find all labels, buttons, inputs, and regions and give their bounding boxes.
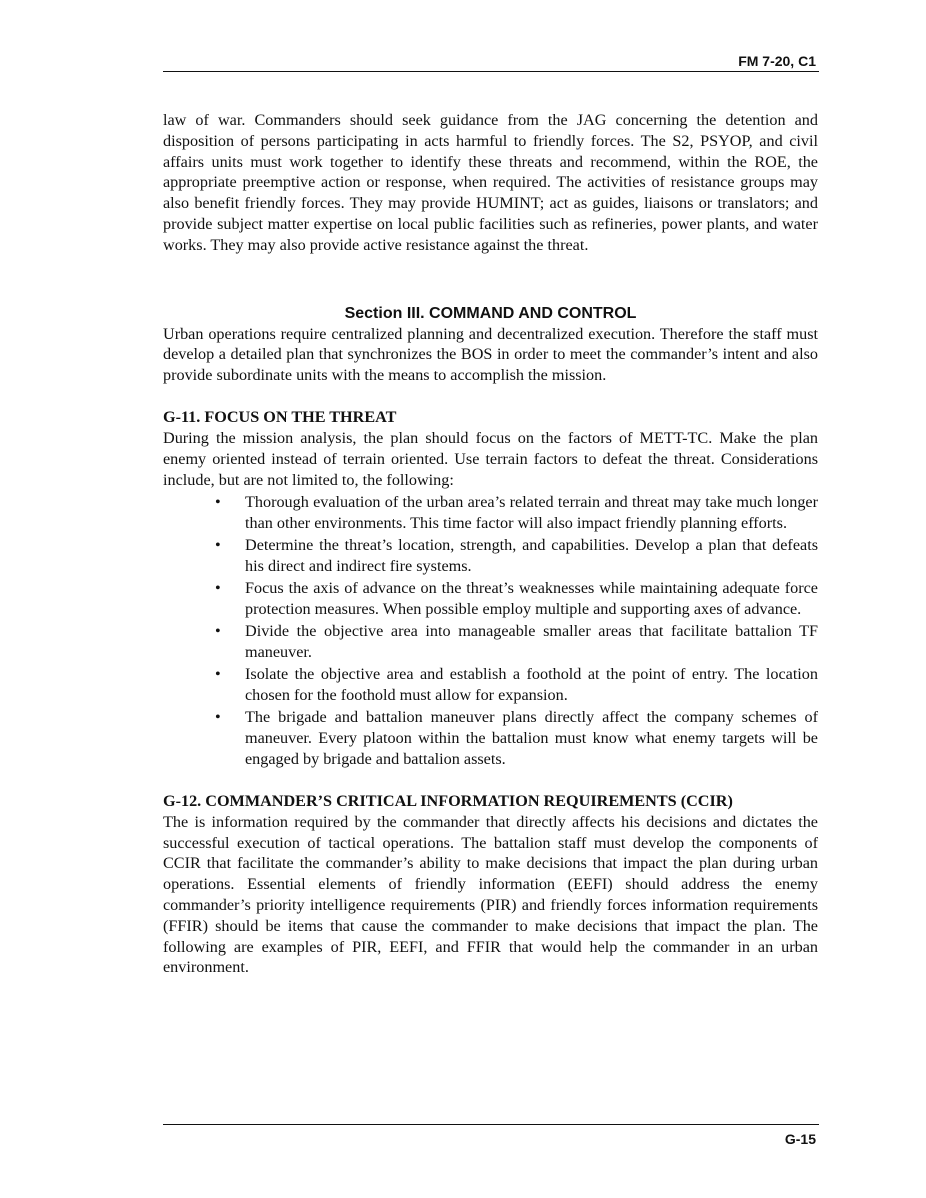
list-item (215, 492, 818, 534)
bullet-icon: • (215, 622, 221, 641)
list-item (215, 707, 818, 769)
list-item (215, 535, 818, 577)
page-number: G-15 (784, 1131, 816, 1147)
section-intro: Urban operations require centralized planning and decentralized execution. Therefore the staff must develop a detailed plan that synchronizes the BOS in order to meet the commander’s intent and also provide subordinate units with the means to accomplish the mission. (163, 324, 818, 385)
list-item (215, 578, 818, 620)
g11-bullet-list (163, 492, 818, 770)
list-item (215, 621, 818, 663)
bullet-icon: • (215, 535, 221, 554)
section-title: Section III. COMMAND AND CONTROL (344, 304, 637, 322)
g12-heading: G-12. COMMANDER’S CRITICAL INFORMATION REQUIREMENTS (CCIR) (163, 791, 733, 810)
g11-body: During the mission analysis, the plan should focus on the factors of METT-TC. Make the plan enemy oriented instead of terrain oriented. Use terrain factors to defeat the threat. Considerations include, but are not limited to, the following: (163, 428, 818, 489)
list-item-text: The brigade and battalion maneuver plans directly affect the company schemes of maneuver. Every platoon within the battalion must know what enemy targets will be engaged by brigade and battalion assets. (245, 708, 818, 768)
bullet-icon: • (215, 579, 221, 598)
list-item-text: Determine the threat’s location, strength, and capabilities. Develop a plan that defeats his direct and indirect fire systems. (245, 535, 818, 575)
intro-paragraph: law of war. Commanders should seek guidance from the JAG concerning the detention and disposition of persons participating in acts harmful to friendly forces. The S2, PSYOP, and civil affairs units must work together to identify these threats and recommend, within the ROE, the appropriate preemptive action or response, when required. The activities of resistance groups may also benefit friendly forces. They may provide HUMINT; act as guides, liaisons or translators; and provide subject matter expertise on local public facilities such as refineries, power plants, and water works. They may also provide active resistance against the threat. (163, 111, 818, 254)
g11-heading: G-11. FOCUS ON THE THREAT (163, 407, 397, 426)
bullet-icon: • (215, 492, 221, 511)
g12-body: The is information required by the commander that directly affects his decisions and dictates the successful execution of tactical operations. The battalion staff must develop the components of CCIR that facilitate the commander’s ability to make decisions that impact the plan during urban operations. Essential elements of friendly information (EEFI) should address the enemy commander’s priority intelligence requirements (PIR) and friendly forces information requirements (FFIR) should be items that cause the commander to make decisions that impact the plan. The following are examples of PIR, EEFI, and FFIR that would help the commander in an urban environment. (163, 812, 818, 977)
footer-rule (163, 1124, 819, 1125)
bullet-icon: • (215, 708, 221, 727)
list-item (215, 664, 818, 706)
page-body (163, 110, 818, 978)
document-id: FM 7-20, C1 (738, 53, 816, 69)
list-item-text: Isolate the objective area and establish a foothold at the point of entry. The location chosen for the foothold must allow for expansion. (245, 665, 818, 705)
list-item-text: Divide the objective area into manageable smaller areas that facilitate battalion TF maneuver. (245, 622, 818, 661)
list-item-text: Focus the axis of advance on the threat’s weaknesses while maintaining adequate force protection measures. When possible employ multiple and supporting axes of advance. (245, 579, 818, 618)
list-item-text: Thorough evaluation of the urban area’s related terrain and threat may take much longer than other environments. This time factor will also impact friendly planning efforts. (245, 492, 818, 532)
header-rule (163, 71, 819, 72)
bullet-icon: • (215, 665, 221, 684)
